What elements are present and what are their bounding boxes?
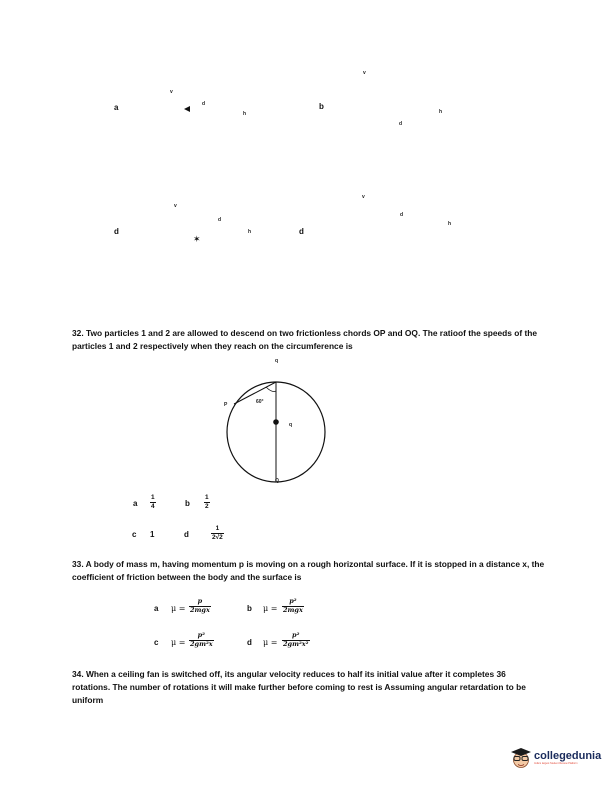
chord-op xyxy=(234,382,276,404)
denominator: 2mgx xyxy=(283,606,303,614)
denominator: 2mgx xyxy=(190,606,210,614)
point-p-label: P xyxy=(224,402,228,408)
option-b-lhs: μ = xyxy=(263,604,278,613)
numerator: p² xyxy=(289,597,297,605)
height-label: h xyxy=(248,229,252,235)
point-q-label: Q xyxy=(275,478,279,484)
denominator: 2gm²x xyxy=(190,640,213,648)
height-label: h xyxy=(243,111,247,117)
logo-name: collegedunia xyxy=(534,749,602,762)
denominator: 2gm²x² xyxy=(283,640,309,648)
velocity-label: v xyxy=(362,194,365,200)
denominator: 2√2 xyxy=(212,534,223,541)
denominator: 4 xyxy=(151,503,155,510)
option-c-label: c xyxy=(132,530,137,539)
option-a-label: a xyxy=(154,604,159,613)
numerator: p xyxy=(197,597,203,605)
question-34-text: 34. When a ceiling fan is switched off, its angular velocity reduces to half its initial value after it completes 36 rotations. The number of rotations it will make further before coming to rest is Assuming angular retardation to be uniform xyxy=(72,669,526,705)
numerator: p² xyxy=(292,631,300,639)
option-b-label: b xyxy=(319,102,324,111)
option-d-label: d xyxy=(299,227,304,236)
height-label: h xyxy=(448,221,452,227)
option-b-value xyxy=(282,598,304,614)
option-c-lhs: μ = xyxy=(171,638,186,647)
graduate-avatar-icon xyxy=(510,746,532,770)
option-d-label: d xyxy=(184,530,189,539)
angle-arc xyxy=(266,387,276,392)
option-a-label: a xyxy=(133,499,138,508)
question-33-text: 33. A body of mass m, having momentum p is moving on a rough horizontal surface. If it is stopped in a distance x, the coefficient of friction between the body and the surface is xyxy=(72,559,545,582)
option-c-label: c xyxy=(154,638,159,647)
option-a-label: a xyxy=(114,103,119,112)
distance-label: d xyxy=(399,121,403,127)
option-d-value xyxy=(282,632,310,648)
option-a-value xyxy=(189,598,211,614)
option-d-label: d xyxy=(114,227,119,236)
collegedunia-logo xyxy=(510,746,601,770)
option-c-value: 1 xyxy=(150,530,155,539)
denominator: 2 xyxy=(205,503,209,510)
distance-label: d xyxy=(218,217,222,223)
option-b-label: b xyxy=(247,604,252,613)
question-32-text: 32. Two particles 1 and 2 are allowed to descend on two frictionless chords OP and OQ. The ratioof the speeds of the particles 1 and 2 respectively when they reach on the circumference is xyxy=(72,328,538,351)
logo-tagline: India's largest Student Review Platform xyxy=(534,761,578,765)
height-label: h xyxy=(439,109,443,115)
option-d-lhs: μ = xyxy=(263,638,278,647)
option-a-value xyxy=(150,494,156,510)
centre-point xyxy=(273,419,279,425)
option-b-label: b xyxy=(185,499,190,508)
small-q-label: q xyxy=(289,422,293,428)
option-d-value xyxy=(211,525,224,541)
top-point-label: q xyxy=(275,358,279,364)
numerator: p² xyxy=(197,631,206,639)
option-d-label: d xyxy=(247,638,252,647)
distance-label: d xyxy=(400,212,404,218)
angle-label: 60° xyxy=(256,399,264,405)
option-b-value xyxy=(204,494,210,510)
option-c-value xyxy=(189,632,214,648)
option-a-lhs: μ = xyxy=(171,604,186,613)
distance-label: d xyxy=(202,101,206,107)
circle-chords-svg xyxy=(222,376,332,488)
velocity-label: v xyxy=(174,203,177,209)
numerator: 1 xyxy=(205,494,209,501)
star-icon: ✶ xyxy=(193,234,201,244)
velocity-label: v xyxy=(363,70,366,76)
numerator: 1 xyxy=(215,525,220,532)
arrow-icon xyxy=(184,106,190,112)
numerator: 1 xyxy=(151,494,155,501)
velocity-label: v xyxy=(170,89,173,95)
